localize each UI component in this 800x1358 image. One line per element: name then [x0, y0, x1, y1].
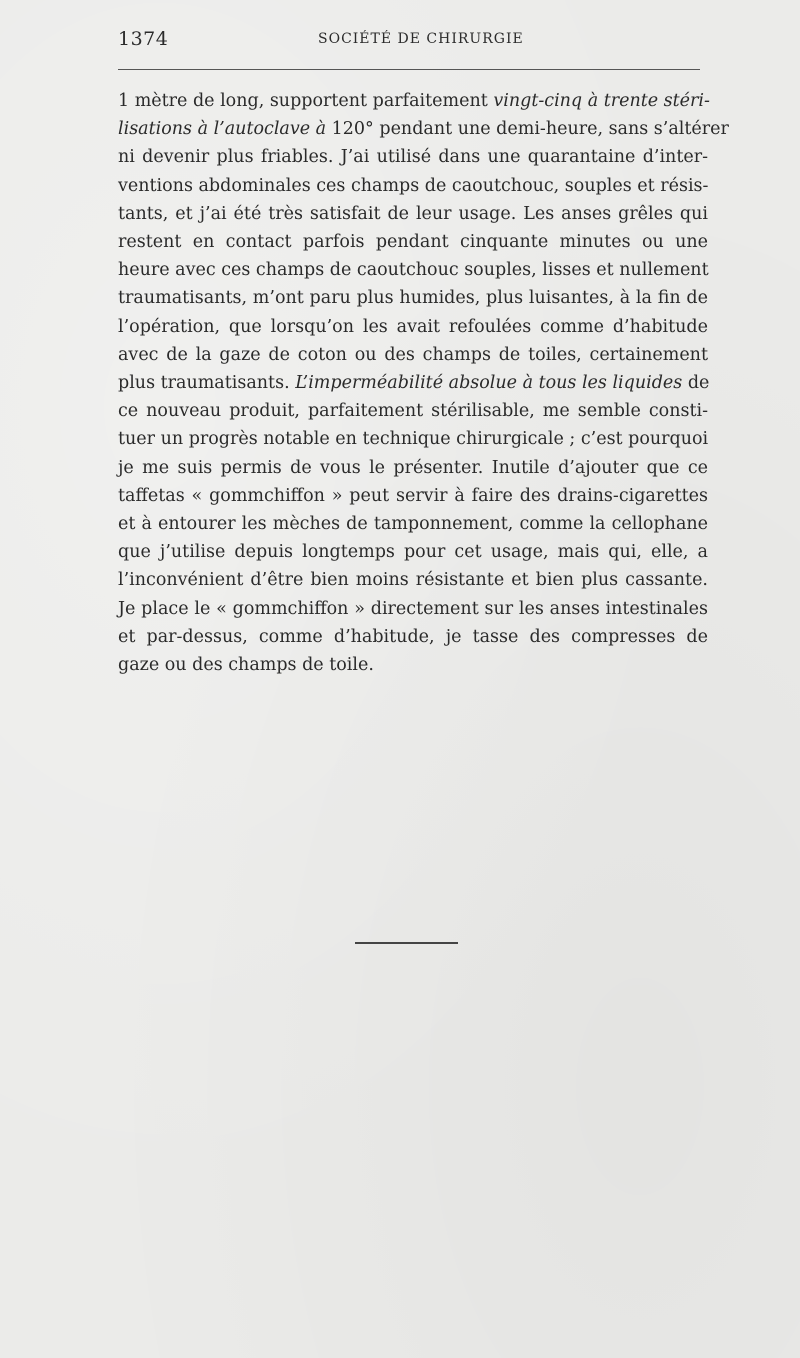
- text-run: l’inconvénient d’être bien moins résistante et bien plus cassante.: [118, 570, 708, 591]
- text-run: tuer un progrès notable en technique chirurgicale ; c’est pourquoi: [118, 429, 709, 450]
- text-line: [118, 369, 708, 397]
- text-run: taffetas « gommchiffon » peut servir à faire des drains-cigarettes: [118, 485, 708, 506]
- text-run: je me suis permis de vous le présenter. Inutile d’ajouter que ce: [118, 457, 708, 478]
- text-run: gaze ou des champs de toile.: [118, 655, 374, 676]
- text-run: ventions abdominales ces champs de caoutchouc, souples et résis-: [118, 175, 709, 196]
- text-run: avec de la gaze de coton ou des champs de toiles, certainement: [118, 344, 708, 365]
- text-line: [118, 313, 708, 341]
- text-line: [118, 425, 708, 453]
- text-run: l’opération, que lorsqu’on les avait refoulées comme d’habitude: [118, 316, 708, 337]
- running-head: SOCIÉTÉ DE CHIRURGIE: [318, 31, 524, 47]
- text-line: [118, 87, 708, 115]
- text-line: [118, 143, 708, 171]
- text-line: [118, 228, 708, 256]
- text-run: restent en contact parfois pendant cinquante minutes ou une: [118, 232, 708, 253]
- text-line: [118, 538, 708, 566]
- italic-run: vingt-cinq à trente stéri-: [493, 91, 710, 111]
- text-line: [118, 341, 708, 369]
- text-line: [118, 200, 708, 228]
- text-run: heure avec ces champs de caoutchouc souples, lisses et nullement: [118, 260, 709, 281]
- text-run: tants, et j’ai été très satisfait de leur usage. Les anses grêles qui: [118, 203, 708, 224]
- text-line: [118, 595, 708, 623]
- text-run: ni devenir plus friables. J’ai utilisé dans une quarantaine d’inter-: [118, 147, 708, 168]
- text-line: [118, 623, 708, 651]
- text-line: [118, 651, 708, 679]
- page-number: 1374: [118, 28, 169, 50]
- text-run: traumatisants, m’ont paru plus humides, plus luisantes, à la fin de: [118, 288, 708, 309]
- text-line: [118, 256, 708, 284]
- text-run: 1 mètre de long, supportent parfaitement: [118, 91, 494, 111]
- text-run: et par-dessus, comme d’habitude, je tasse des compresses de: [118, 626, 708, 647]
- text-line: [118, 482, 708, 510]
- text-line: [118, 510, 708, 538]
- text-run: que j’utilise depuis longtemps pour cet usage, mais qui, elle, a: [118, 542, 708, 563]
- text-run: Je place le « gommchiffon » directement sur les anses intestinales: [118, 598, 708, 619]
- text-line: [118, 115, 729, 143]
- section-end-rule: [355, 942, 458, 944]
- text-line: [118, 397, 708, 425]
- text-line: [118, 454, 708, 482]
- italic-run: lisations à l’autoclave à: [118, 119, 327, 140]
- page-header: [118, 28, 700, 52]
- body-paragraph: [118, 87, 729, 679]
- text-line: [118, 566, 708, 594]
- text-line: [118, 172, 708, 200]
- text-run: ce nouveau produit, parfaitement stérilisable, me semble consti-: [118, 401, 708, 422]
- text-run: de: [682, 373, 710, 394]
- header-rule: [118, 69, 700, 70]
- text-run: 120° pendant une demi-heure, sans s’altérer: [326, 119, 729, 140]
- text-line: [118, 284, 708, 312]
- italic-run: L’imperméabilité absolue à tous les liquides: [295, 373, 683, 394]
- text-run: et à entourer les mèches de tamponnement, comme la cellophane: [118, 514, 708, 535]
- text-run: plus traumatisants.: [118, 373, 296, 394]
